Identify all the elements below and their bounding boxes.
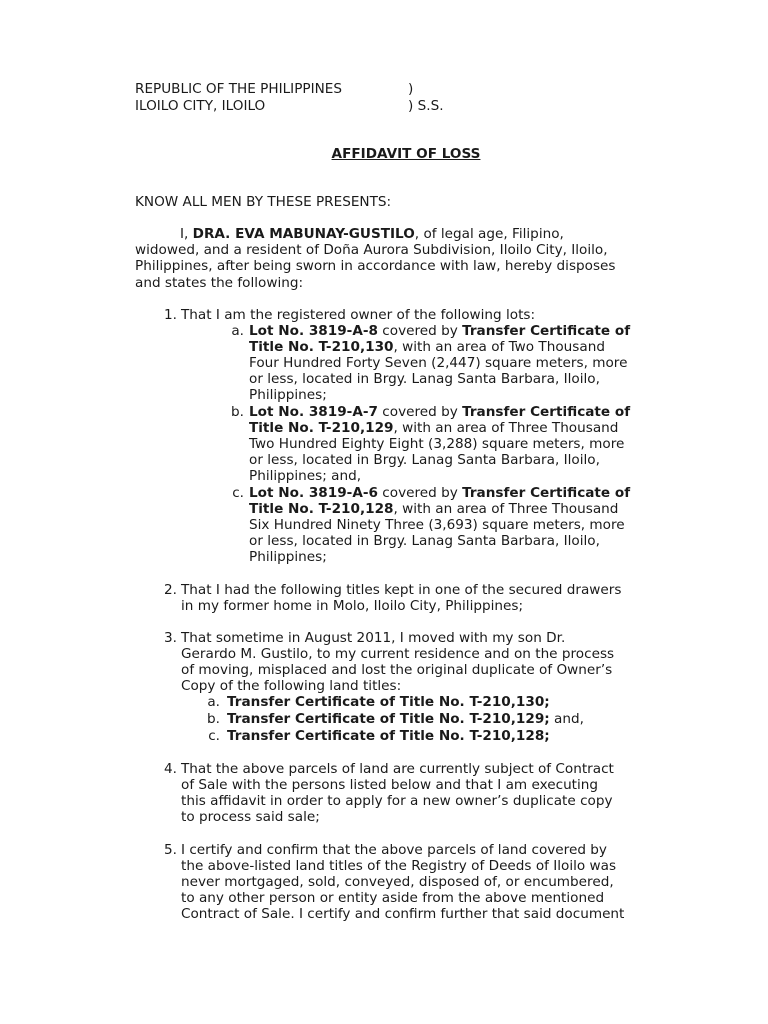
intro-line-3: Philippines, after being sworn in accordance with law, hereby disposes xyxy=(135,258,616,274)
item-number: 1. xyxy=(164,307,177,323)
lot-b-line-1 xyxy=(249,404,630,420)
item-5-line-2: the above-listed land titles of the Registry of Deeds of Iloilo was xyxy=(181,858,617,874)
item-3-line-3: of moving, misplaced and lost the original duplicate of Owner’s xyxy=(181,662,613,678)
lot-marker: b. xyxy=(231,404,244,420)
affiant-name: DRA. EVA MABUNAY-GUSTILO xyxy=(192,226,415,242)
lot-b-line-3: Two Hundred Eighty Eight (3,288) square meters, more xyxy=(249,436,625,452)
lot-a-line-4: or less, located in Brgy. Lanag Santa Barbara, Iloilo, xyxy=(249,371,600,387)
intro-line-1 xyxy=(180,226,564,242)
item-number: 2. xyxy=(164,582,177,598)
document-title: AFFIDAVIT OF LOSS xyxy=(331,146,481,162)
item-3-line-1: That sometime in August 2011, I moved with my son Dr. xyxy=(181,630,566,646)
lot-c-line-3: Six Hundred Ninety Three (3,693) square meters, more xyxy=(249,517,625,533)
title-number: Title No. T-210,129 xyxy=(249,420,394,436)
lot-b-line-5: Philippines; and, xyxy=(249,468,362,484)
title-number: Title No. T-210,128 xyxy=(249,501,394,517)
tct-label: Transfer Certificate of xyxy=(462,323,631,339)
item-5-line-3: never mortgaged, sold, conveyed, disposed of, or encumbered, xyxy=(181,874,614,890)
lost-title-text: Transfer Certificate of Title No. T-210,128; xyxy=(227,728,550,744)
lost-title-a xyxy=(227,694,550,710)
title-number: Title No. T-210,130 xyxy=(249,339,394,355)
item-number: 3. xyxy=(164,630,177,646)
lot-a-line-3: Four Hundred Forty Seven (2,447) square meters, more xyxy=(249,355,628,371)
lot-number: Lot No. 3819-A-6 xyxy=(249,485,378,501)
item-2-line-1: That I had the following titles kept in one of the secured drawers xyxy=(181,582,622,598)
item-3-line-4: Copy of the following land titles: xyxy=(181,678,402,694)
lost-title-text: Transfer Certificate of Title No. T-210,129; xyxy=(227,711,550,727)
item-4-line-1: That the above parcels of land are currently subject of Contract xyxy=(181,761,614,777)
item-number: 4. xyxy=(164,761,177,777)
item-5-line-1: I certify and confirm that the above parcels of land covered by xyxy=(181,842,607,858)
tct-label: Transfer Certificate of xyxy=(462,485,631,501)
item-4-line-4: to process said sale; xyxy=(181,809,320,825)
lot-c-line-5: Philippines; xyxy=(249,549,327,565)
lot-a-line-5: Philippines; xyxy=(249,387,327,403)
lot-c-line-1 xyxy=(249,485,630,501)
lot-covered-by: covered by xyxy=(377,404,463,420)
lot-c-line-4: or less, located in Brgy. Lanag Santa Barbara, Iloilo, xyxy=(249,533,600,549)
item-3-line-2: Gerardo M. Gustilo, to my current residence and on the process xyxy=(181,646,615,662)
lot-a-line-1 xyxy=(249,323,630,339)
venue-ss: ) S.S. xyxy=(408,98,444,114)
item-2-line-2: in my former home in Molo, Iloilo City, Philippines; xyxy=(181,598,524,614)
item-4-line-3: this affidavit in order to apply for a new owner’s duplicate copy xyxy=(181,793,613,809)
intro-prefix: I, xyxy=(180,226,193,242)
lost-title-text: Transfer Certificate of Title No. T-210,130; xyxy=(227,694,550,710)
lot-a-line-2 xyxy=(249,339,605,355)
lot-covered-by: covered by xyxy=(377,485,463,501)
venue-republic: REPUBLIC OF THE PHILIPPINES xyxy=(135,81,342,97)
title-marker: b. xyxy=(207,711,220,727)
lot-desc: , with an area of Three Thousand xyxy=(393,420,619,436)
venue-city: ILOILO CITY, ILOILO xyxy=(135,98,266,114)
lot-marker: c. xyxy=(232,485,244,501)
intro-line-2: widowed, and a resident of Doña Aurora Subdivision, Iloilo City, Iloilo, xyxy=(135,242,608,258)
lot-c-line-2 xyxy=(249,501,618,517)
lot-number: Lot No. 3819-A-7 xyxy=(249,404,378,420)
intro-line-4: and states the following: xyxy=(135,275,304,291)
lost-title-tail: and, xyxy=(549,711,584,727)
item-4-line-2: of Sale with the persons listed below and that I am executing xyxy=(181,777,599,793)
item-5-line-4: to any other person or entity aside from the above mentioned xyxy=(181,890,605,906)
lot-number: Lot No. 3819-A-8 xyxy=(249,323,378,339)
lot-b-line-2 xyxy=(249,420,618,436)
title-marker: a. xyxy=(207,694,220,710)
lot-marker: a. xyxy=(231,323,244,339)
opening-phrase: KNOW ALL MEN BY THESE PRESENTS: xyxy=(135,194,392,210)
lot-desc: , with an area of Two Thousand xyxy=(393,339,605,355)
venue-paren: ) xyxy=(408,81,414,97)
lost-title-c xyxy=(227,728,550,744)
tct-label: Transfer Certificate of xyxy=(462,404,631,420)
lot-covered-by: covered by xyxy=(377,323,463,339)
intro-rest: , of legal age, Filipino, xyxy=(414,226,564,242)
item-1-text: That I am the registered owner of the following lots: xyxy=(181,307,536,323)
lot-desc: , with an area of Three Thousand xyxy=(393,501,619,517)
lot-b-line-4: or less, located in Brgy. Lanag Santa Barbara, Iloilo, xyxy=(249,452,600,468)
lost-title-b xyxy=(227,711,584,727)
item-number: 5. xyxy=(164,842,177,858)
item-5-line-5: Contract of Sale. I certify and confirm further that said document xyxy=(181,906,625,922)
title-marker: c. xyxy=(208,728,220,744)
